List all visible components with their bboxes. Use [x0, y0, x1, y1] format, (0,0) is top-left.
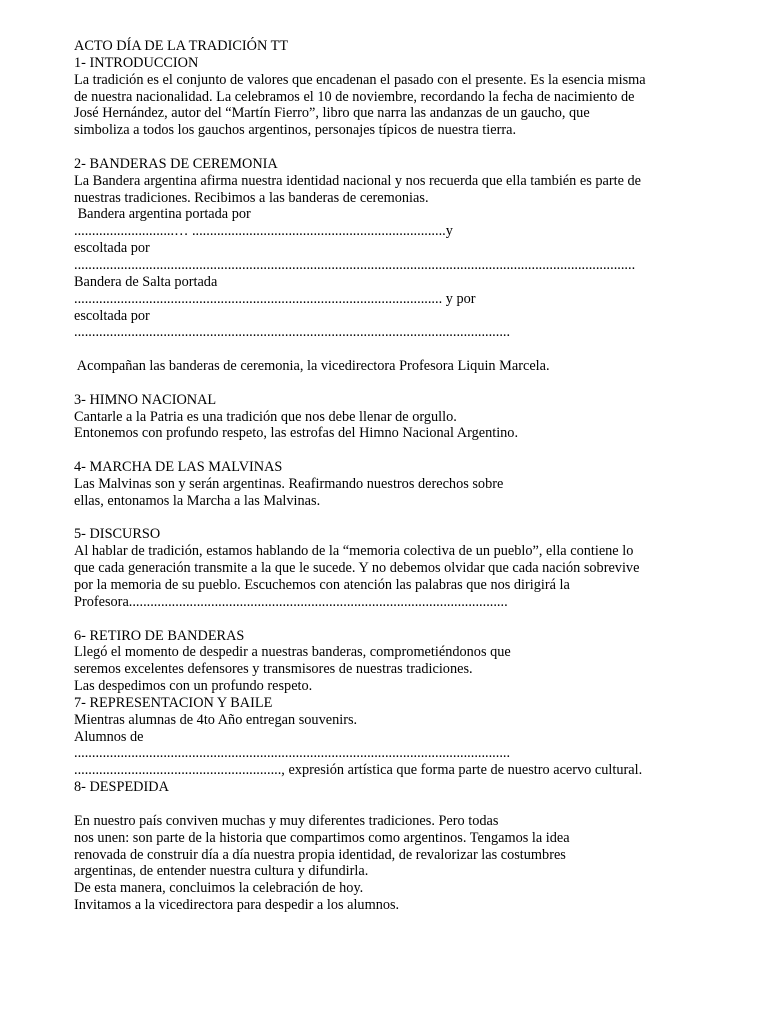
document-line: que cada generación transmite a la que le sucede. Y no debemos olvidar que cada nación sobrevive [74, 560, 640, 577]
document-line: 4- MARCHA DE LAS MALVINAS [74, 459, 283, 476]
document-line: seremos excelentes defensores y transmisores de nuestras tradiciones. [74, 661, 473, 678]
blank-line [74, 139, 734, 156]
document-line: 5- DISCURSO [74, 526, 161, 543]
document-line: Al hablar de tradición, estamos hablando de la “memoria colectiva de un pueblo”, ella contiene lo [74, 543, 634, 560]
document-line: Acompañan las banderas de ceremonia, la vicedirectora Profesora Liquin Marcela. [74, 358, 550, 375]
document-line: José Hernández, autor del “Martín Fierro”, libro que narra las andanzas de un gaucho, que [74, 105, 590, 122]
blank-line [74, 510, 734, 527]
document-line: Alumnos de [74, 728, 144, 745]
document-line: Profesora.......................................................................................................... [74, 593, 508, 610]
document-line: Bandera de Salta portada [74, 273, 218, 290]
document-line: 1- INTRODUCCION [74, 54, 199, 71]
document-line: 3- HIMNO NACIONAL [74, 391, 217, 408]
document-line: 2- BANDERAS DE CEREMONIA [74, 155, 278, 172]
document-line: Cantarle a la Patria es una tradición que nos debe llenar de orgullo. [74, 408, 457, 425]
document-line: renovada de construir día a día nuestra propia identidad, de revalorizar las costumbres [74, 846, 566, 863]
document-line: La tradición es el conjunto de valores que encadenan el pasado con el presente. Es la esencia misma [74, 71, 646, 88]
blank-line [74, 796, 734, 813]
document-line: Llegó el momento de despedir a nuestras banderas, comprometiéndonos que [74, 644, 511, 661]
document-line: La Bandera argentina afirma nuestra identidad nacional y nos recuerda que ella también es parte de [74, 172, 641, 189]
document-line: ............................................................................................................................................................. [74, 256, 636, 273]
document-line: ellas, entonamos la Marcha a las Malvinas. [74, 492, 321, 509]
document-line: nuestras tradiciones. Recibimos a las banderas de ceremonias. [74, 189, 429, 206]
document-line: de nuestra nacionalidad. La celebramos el 10 de noviembre, recordando la fecha de nacimiento de [74, 88, 635, 105]
document-line: .......................................................................................................................... [74, 324, 511, 341]
document-line: .........................................................., expresión artística que forma parte de nuestro acervo cultural. [74, 762, 643, 779]
blank-line [74, 341, 734, 358]
document-page [74, 38, 734, 914]
blank-line [74, 375, 734, 392]
document-line: simboliza a todos los gauchos argentinos, personajes típicos de nuestra tierra. [74, 122, 517, 139]
document-line: En nuestro país conviven muchas y muy diferentes tradiciones. Pero todas [74, 812, 499, 829]
document-line: 6- RETIRO DE BANDERAS [74, 627, 245, 644]
document-line: Las Malvinas son y serán argentinas. Reafirmando nuestros derechos sobre [74, 475, 504, 492]
document-line: Las despedimos con un profundo respeto. [74, 678, 313, 695]
document-line: 7- REPRESENTACION Y BAILE [74, 694, 273, 711]
document-line: por la memoria de su pueblo. Escuchemos con atención las palabras que nos dirigirá la [74, 577, 570, 593]
document-line: ....................................................................................................... y por [74, 290, 476, 307]
document-line: escoltada por [74, 307, 150, 324]
document-line: argentinas, de entender nuestra cultura y difundirla. [74, 863, 369, 880]
blank-line [74, 442, 734, 459]
document-line: Entonemos con profundo respeto, las estrofas del Himno Nacional Argentino. [74, 425, 519, 442]
document-line: .......................................................................................................................... [74, 745, 511, 762]
document-line: ............................… .......................................................................y [74, 223, 453, 240]
document-line: Bandera argentina portada por [74, 206, 251, 223]
document-line: Invitamos a la vicedirectora para despedir a los alumnos. [74, 897, 400, 914]
document-line: ACTO DÍA DE LA TRADICIÓN TT [74, 38, 289, 54]
document-line: De esta manera, concluimos la celebración de hoy. [74, 880, 364, 897]
blank-line [74, 611, 734, 628]
document-line: escoltada por [74, 240, 150, 257]
document-line: nos unen: son parte de la historia que compartimos como argentinos. Tengamos la idea [74, 829, 570, 846]
document-line: 8- DESPEDIDA [74, 779, 169, 796]
document-line: Mientras alumnas de 4to Año entregan souvenirs. [74, 711, 358, 728]
